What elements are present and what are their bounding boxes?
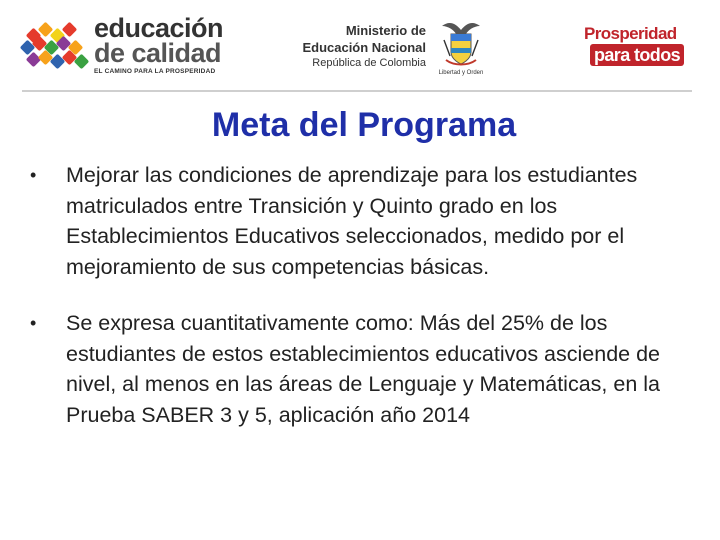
ministerio-line2: Educación Nacional (302, 40, 426, 55)
slide-header (0, 0, 720, 92)
ministerio-educacion-logo (296, 20, 496, 82)
colored-cubes-icon (22, 24, 92, 76)
prosperidad-para-todos-logo (584, 24, 694, 84)
logo-text-educacion: educación (94, 13, 224, 43)
colombia-coat-of-arms-icon (436, 20, 486, 68)
logo-text-de-calidad: de calidad (94, 38, 222, 68)
bullet-list (30, 160, 700, 456)
bullet-symbol: • (30, 313, 37, 333)
prosperidad-text: Prosperidad (584, 24, 677, 43)
bullet-symbol: • (30, 165, 37, 185)
bullet-item (30, 160, 700, 282)
bullet-text: Se expresa cuantitativamente como: Más del 25% de los estudiantes de estos establecimientos educativos asciende de nivel, al menos en las áreas de Lenguaje y Matemáticas, en la Prueba SABER 3 y 5, aplicación año 2014 (66, 311, 661, 427)
logo-tagline: EL CAMINO PARA LA PROSPERIDAD (94, 68, 216, 75)
header-divider (22, 90, 692, 92)
ministerio-line1: Ministerio de (345, 23, 426, 38)
ministerio-line3: República de Colombia (312, 57, 426, 69)
para-todos-text: para todos (590, 44, 684, 66)
slide-title: Meta del Programa (211, 106, 517, 144)
motto-text: Libertad y Orden (438, 70, 484, 76)
bullet-item (30, 308, 700, 430)
educacion-de-calidad-logo (22, 14, 222, 76)
bullet-text: Mejorar las condiciones de aprendizaje para los estudiantes matriculados entre Transición y Quinto grado en los Establecimientos Educativos seleccionados, medido por el mejoramiento de sus competencias básicas. (66, 163, 638, 279)
